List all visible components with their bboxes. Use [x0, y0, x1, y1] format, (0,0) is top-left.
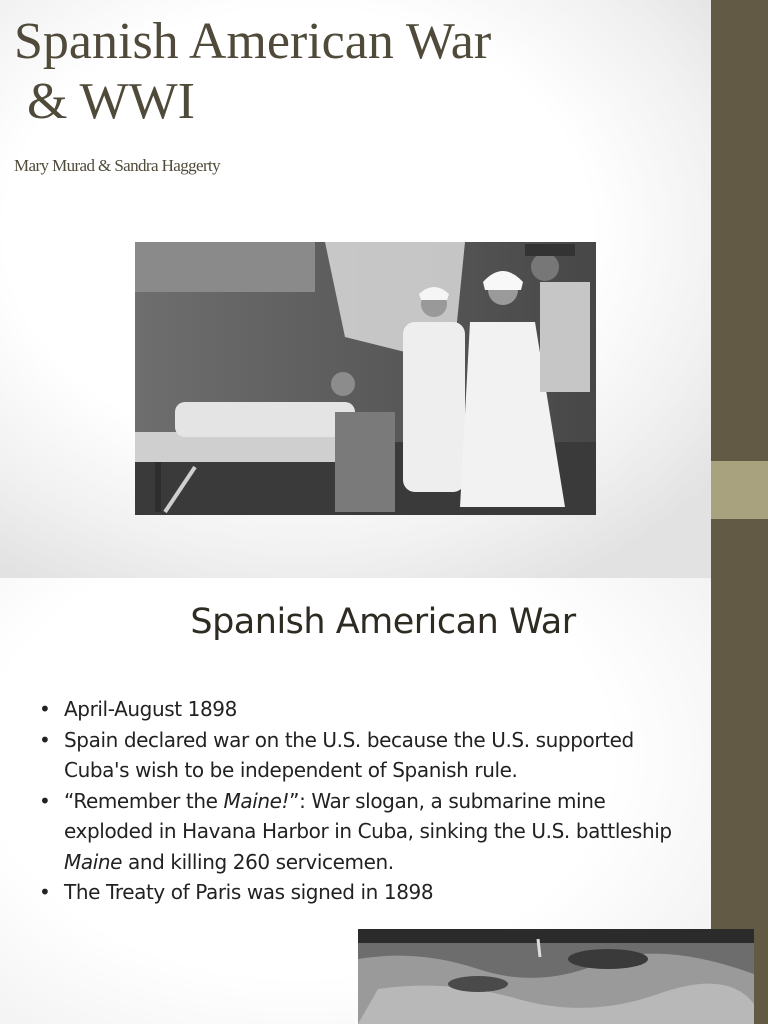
photo-icon — [135, 242, 596, 515]
authors-subtitle: Mary Murad & Sandra Haggerty — [14, 156, 221, 175]
bullet-item-treaty — [0, 877, 711, 908]
slide-1-title — [14, 12, 491, 132]
bullet-text-italic: Maine — [64, 849, 123, 874]
bullet-item-declaration — [0, 725, 711, 786]
bullet-text: April-August 1898 — [64, 697, 237, 721]
bullet-text: Spain declared war on the U.S. because the U.S. supported — [64, 727, 634, 752]
bullet-text: “Remember the — [64, 788, 224, 813]
photo-icon — [358, 929, 754, 1024]
nurses-hospital-photo — [135, 242, 596, 515]
slide-2-title: Spanish American War — [190, 602, 576, 642]
bullet-text: ”: War slogan, a submarine mine — [289, 788, 606, 813]
side-decoration-accent — [711, 461, 768, 519]
title-line-1: Spanish American War — [14, 13, 492, 70]
bullet-text-italic: Maine! — [223, 788, 290, 813]
bullet-item-dates — [0, 694, 711, 725]
bullet-text: The Treaty of Paris was signed in 1898 — [64, 880, 434, 904]
bullet-text: Cuba's wish to be independent of Spanish rule. — [64, 758, 518, 782]
bullet-item-maine — [0, 786, 711, 878]
title-line-2: & WWI — [14, 73, 195, 130]
bullet-text: and killing 260 servicemen. — [122, 849, 394, 874]
bullet-text: exploded in Havana Harbor in Cuba, sinking the U.S. battleship — [64, 819, 672, 843]
bullet-list — [0, 694, 711, 908]
harbor-aerial-photo — [358, 929, 754, 1024]
